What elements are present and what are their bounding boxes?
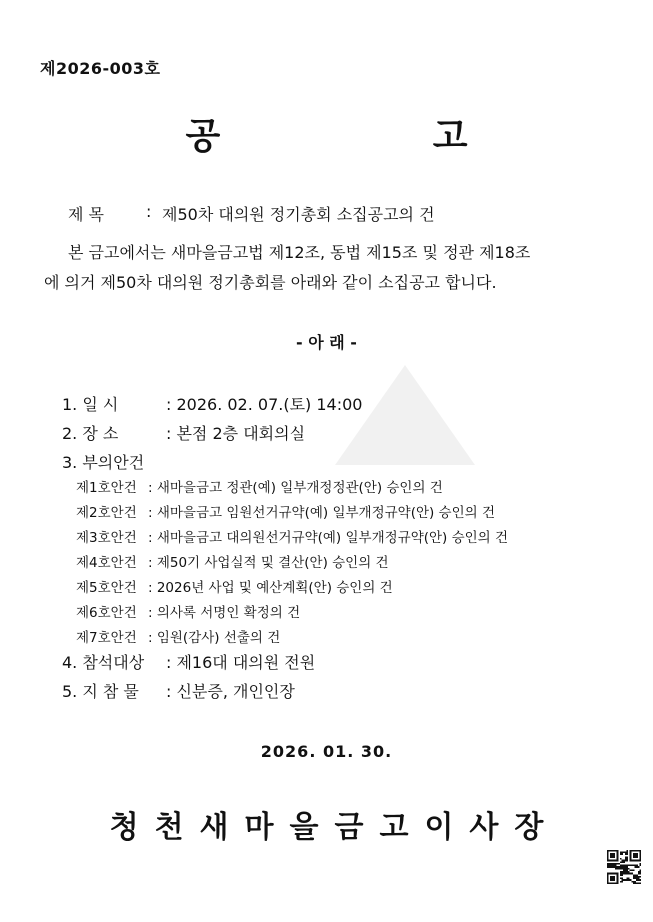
item-place-label: 2. 장 소: [62, 424, 119, 443]
page-title: 공 고: [185, 116, 568, 157]
agenda-item-label: 제4호안건: [76, 555, 137, 571]
agenda-item-text: : 임원(감사) 선출의 건: [148, 630, 281, 646]
issue-date: 2026. 01. 30.: [260, 742, 393, 761]
item-attendees-value: : 제16대 대의원 전원: [166, 653, 316, 672]
item-datetime-value: : 2026. 02. 07.(토) 14:00: [166, 395, 363, 414]
agenda-item-label: 제2호안건: [76, 505, 137, 521]
item-datetime-label: 1. 일 시: [62, 395, 119, 414]
section-heading: - 아 래 -: [296, 333, 357, 352]
body-line-2: 에 의거 제50차 대의원 정기총회를 아래와 같이 소집공고 합니다.: [44, 273, 497, 292]
agenda-item-label: 제7호안건: [76, 630, 137, 646]
subject-text: 제50차 대의원 정기총회 소집공고의 건: [162, 205, 435, 224]
subject-label: 제 목: [68, 205, 104, 224]
watermark-emblem-icon: [330, 360, 480, 470]
agenda-item-text: : 새마을금고 임원선거규약(예) 일부개정규약(안) 승인의 건: [148, 505, 496, 521]
agenda-item-text: : 2026년 사업 및 예산계획(안) 승인의 건: [148, 580, 393, 596]
document-number: 제2026-003호: [40, 59, 161, 78]
agenda-item-label: 제5호안건: [76, 580, 137, 596]
agenda-item-label: 제1호안건: [76, 480, 137, 496]
agenda-item-text: : 새마을금고 정관(예) 일부개정정관(안) 승인의 건: [148, 480, 443, 496]
agenda-item-text: : 의사록 서명인 확정의 건: [148, 605, 301, 621]
subject-separator: :: [146, 202, 152, 221]
item-place-value: : 본점 2층 대회의실: [166, 424, 306, 443]
item-agenda-heading: 3. 부의안건: [62, 453, 145, 472]
agenda-item-text: : 새마을금고 대의원선거규약(예) 일부개정규약(안) 승인의 건: [148, 530, 509, 546]
item-attendees-label: 4. 참석대상: [62, 653, 145, 672]
body-line-1: 본 금고에서는 새마을금고법 제12조, 동법 제15조 및 정관 제18조: [68, 243, 531, 262]
agenda-item-label: 제3호안건: [76, 530, 137, 546]
agenda-item-text: : 제50기 사업실적 및 결산(안) 승인의 건: [148, 555, 389, 571]
item-materials-label: 5. 지 참 물: [62, 682, 139, 701]
qr-code-icon: [607, 850, 641, 884]
item-materials-value: : 신분증, 개인인장: [166, 682, 295, 701]
agenda-item-label: 제6호안건: [76, 605, 137, 621]
signature-issuer: 청천새마을금고이사장: [109, 810, 560, 845]
